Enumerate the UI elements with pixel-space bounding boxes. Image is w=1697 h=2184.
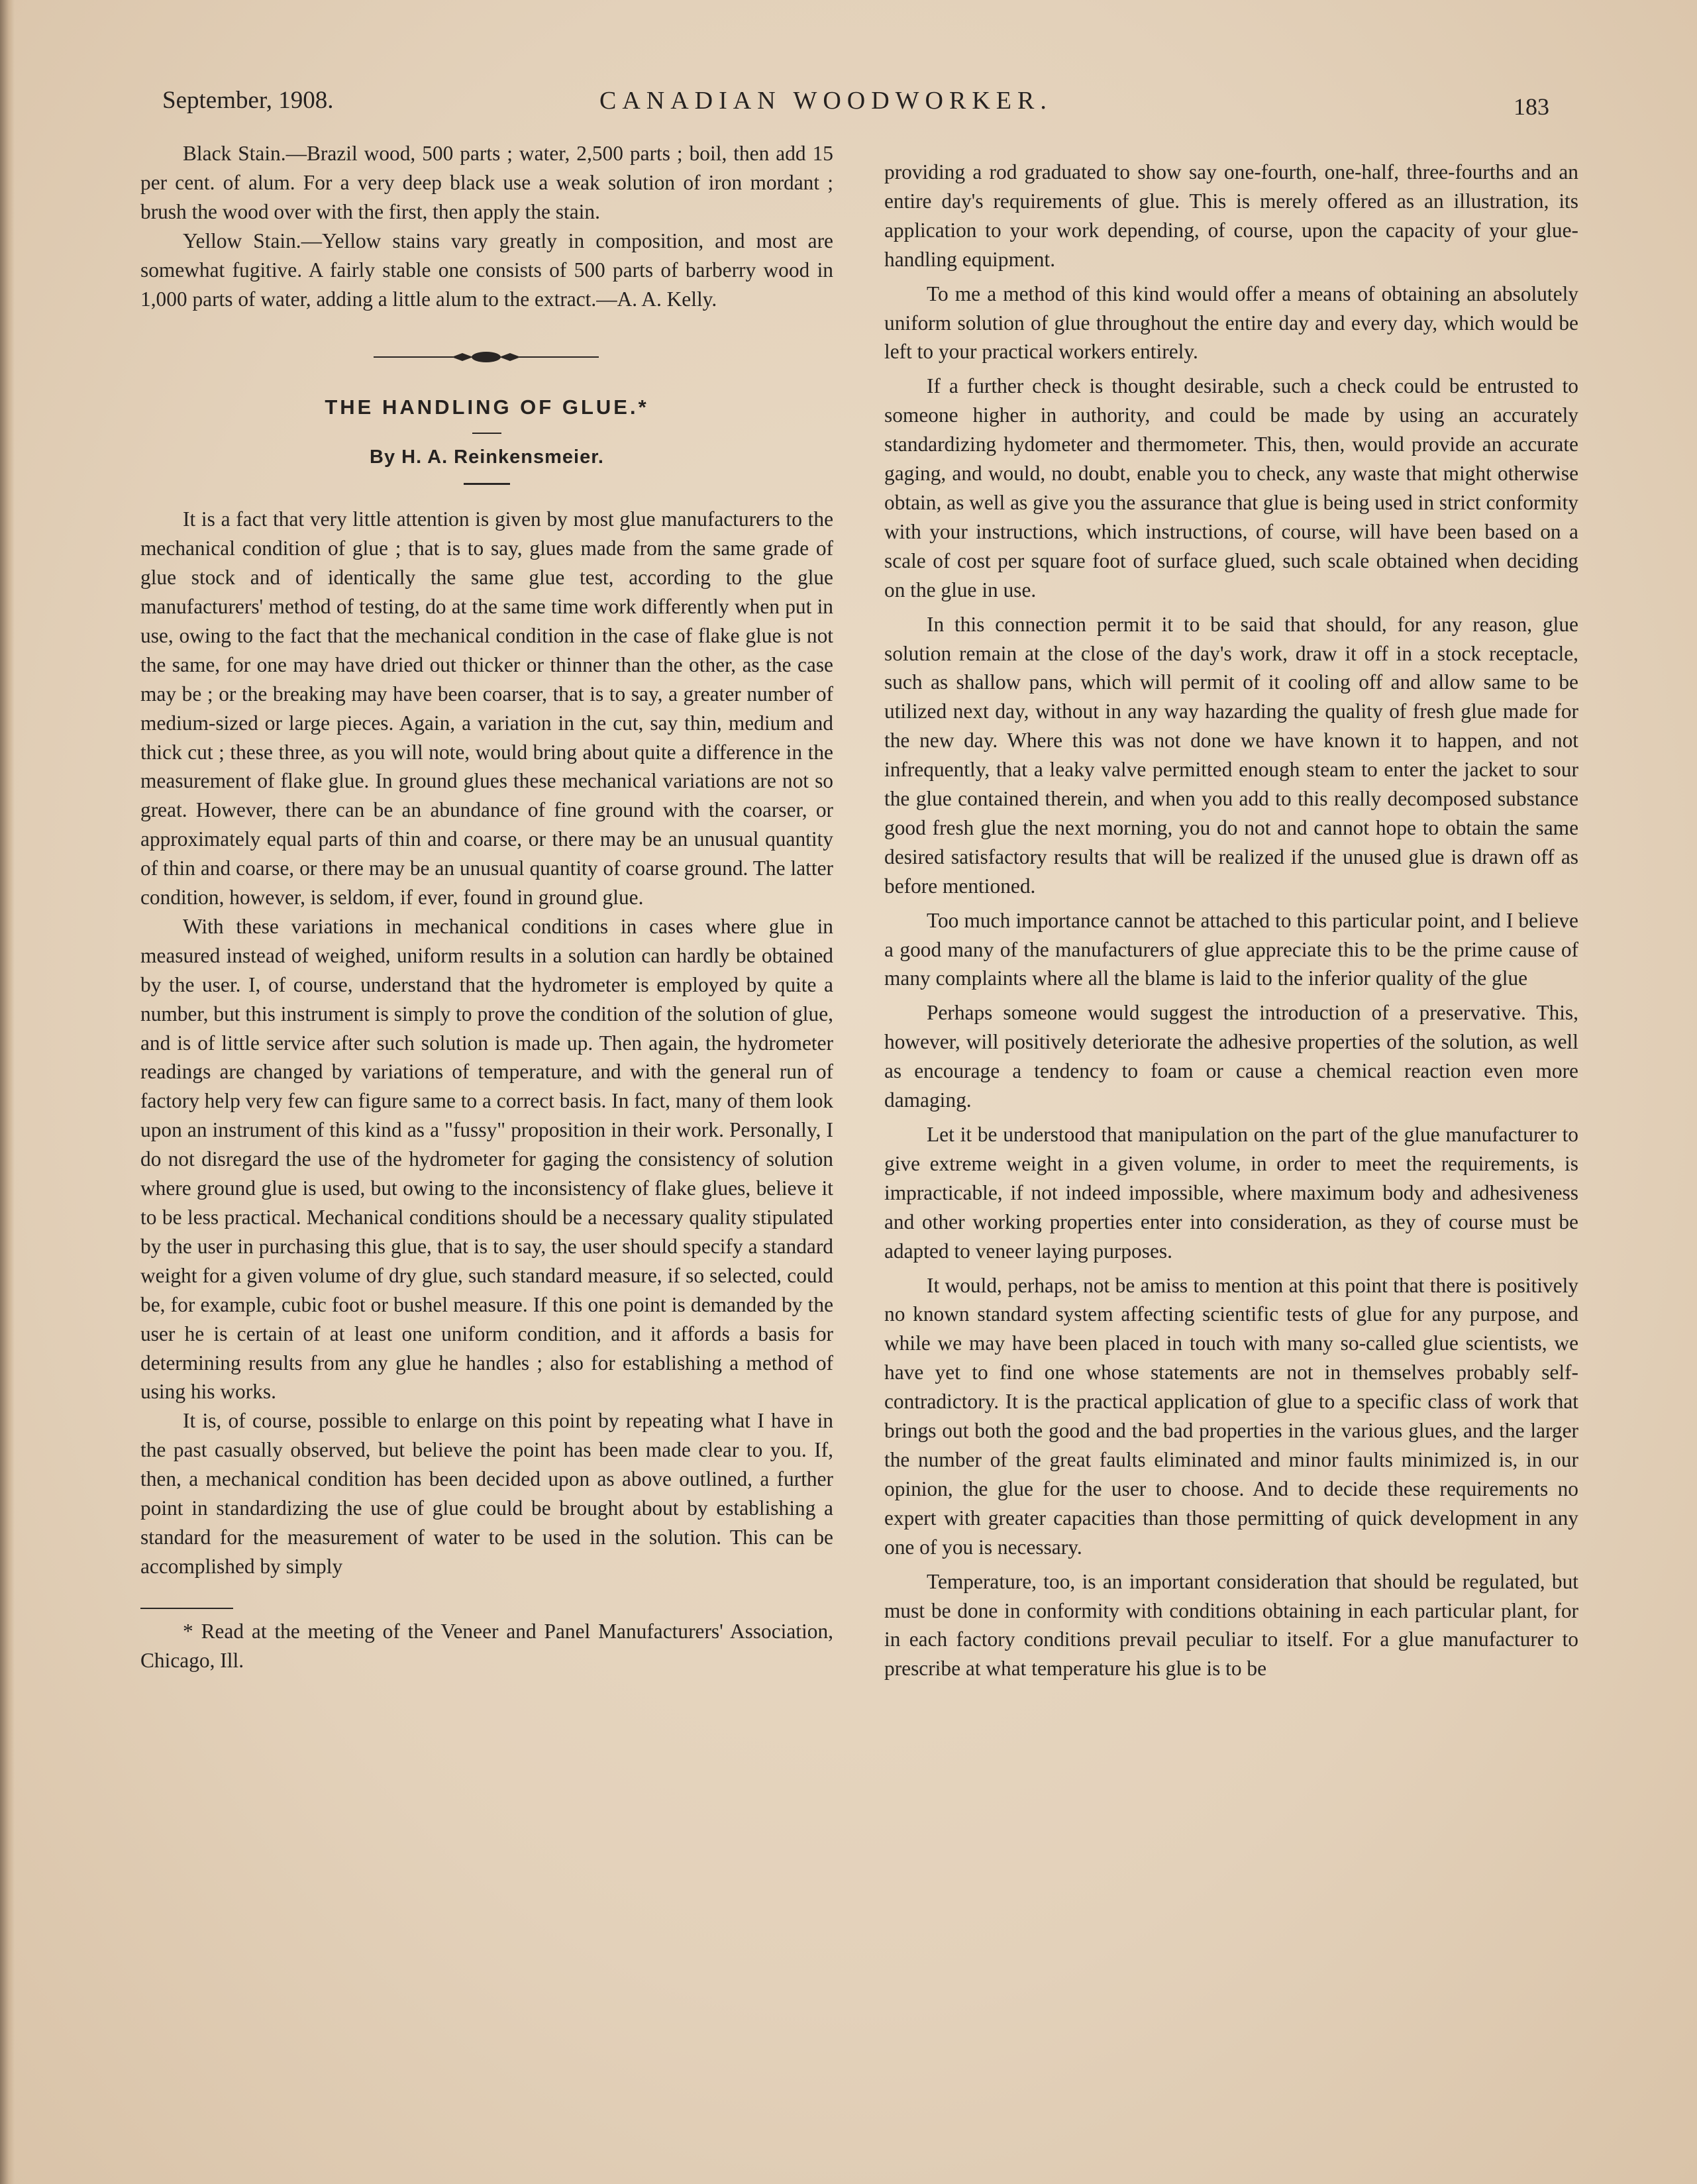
article-paragraph: Too much importance cannot be attached to this particular point, and I believe a good many of the manufacturers of glue appreciate this to be the prime cause of many complaints where all the blame is laid to the inferior quality of the glue [884, 908, 1578, 990]
article-paragraph: It would, perhaps, not be amiss to mention at this point that there is positively no known standard system affecting scientific tests of glue for any purpose, and while we may have been placed in touch with many so-called glue scientists, we have yet to find one whose statements are not in themselves probably self-contradictory. It is the practical application of glue to a specific class of work that brings out both the good and the bad properties in the various glues, and the larger the number of the great faults eliminated and minor faults minimized is, in our opinion, the glue for the user to choose. And to decide these requirements no expert with greater capacities than those permitting of quick development in any one of you is necessary. [884, 1273, 1578, 1559]
title-divider [472, 433, 501, 434]
article-paragraph: Perhaps someone would suggest the introduction of a preservative. This, however, will positively deteriorate the adhesive properties of the solution, as well as encourage a tendency to foam or cause a chemical reaction even more damaging. [884, 1001, 1578, 1112]
article-paragraph: Let it be understood that manipulation on the part of the glue manufacturer to give extreme weight in a given volume, in order to meet the requirements, is impracticable, if not indeed impossible, where maximum body and adhesiveness and other working properties enter into consideration, as they of course must be adapted to veneer laying purposes. [884, 1123, 1578, 1263]
article-title: THE HANDLING OF GLUE.* [325, 395, 649, 419]
article-paragraph: To me a method of this kind would offer a means of obtaining an absolutely uniform solution of glue throughout the entire day and every day, which would be left to your practical workers entirely. [884, 282, 1578, 364]
right-column [884, 158, 1578, 1683]
article-paragraph: Temperature, too, is an important consideration that should be regulated, but must be done in conformity with conditions obtaining in each particular plant, for in each factory conditions prevail peculiar to itself. For a glue manufacturer to prescribe at what temperature his glue is to be [884, 1569, 1578, 1681]
article-paragraph: It is, of course, possible to enlarge on this point by repeating what I have in the past casually observed, but believe the point has been made clear to you. If, then, a mechanical condition has been decided upon as above outlined, a further point in standardizing the use of glue could be brought about by establishing a standard for the measurement of water to be used in the solution. This can be accomplished by simply [140, 1409, 833, 1578]
recipe-black-stain: Black Stain.—Brazil wood, 500 parts ; water, 2,500 parts ; boil, then add 15 per cent. of alum. For a very deep black use a weak solution of iron mordant ; brush the wood over with the first, then apply the stain. [140, 142, 833, 223]
footnote: * Read at the meeting of the Veneer and Panel Manufacturers' Association, Chicago, Ill. [140, 1619, 833, 1672]
recipe-yellow-stain: Yellow Stain.—Yellow stains vary greatly in composition, and most are somewhat fugitive. A fairly stable one consists of 500 parts of barberry wood in 1,000 parts of water, adding a little alum to the extract.—A. A. Kelly. [140, 229, 833, 311]
article-byline: By H. A. Reinkensmeier. [370, 446, 604, 468]
article-paragraph: If a further check is thought desirable, such a check could be entrusted to someone higher in authority, and could be made by using an accurately standardizing hydometer and thermometer. This, then, would provide an accurate gaging, and would, no doubt, enable you to check, any waste that might otherwise obtain, as well as give you the assurance that glue is being used in strict conformity with your instructions, which instructions, of course, will have been based on a scale of cost per square foot of surface glued, such scale obtained when deciding on the glue in use. [884, 374, 1578, 601]
page-number: 183 [1514, 93, 1549, 120]
section-divider-ornament-icon [374, 349, 599, 365]
byline-divider [464, 483, 510, 485]
magazine-title: CANADIAN WOODWORKER. [599, 87, 1053, 115]
article-paragraph: With these variations in mechanical conditions in cases where glue in measured instead of weighed, uniform results in a solution can hardly be obtained by the user. I, of course, understand that the hydrometer is employed by quite a number, but this instrument is simply to prove the condition of the solution of glue, and is of little service after such solution is made up. Then again, the hydrometer readings are changed by variations of temperature, and with the general run of factory help very few can figure same to a correct basis. In fact, many of them look upon an instrument of this kind as a "fussy" proposition in their work. Personally, I do not disregard the use of the hydrometer for gaging the consistency of solution where ground glue is used, but owing to the inconsistency of flake glues, believe it to be less practical. Mechanical conditions should be a necessary quality stipulated by the user in purchasing this glue, that is to say, the user should specify a standard weight for a given volume of dry glue, such standard measure, if so selected, could be, for example, cubic foot or bushel measure. If this one point is demanded by the user he is certain of at least one uniform condition, and it affords a basis for determining results from any glue he handles ; also for establishing a method of using his works. [140, 914, 833, 1404]
article-paragraph: In this connection permit it to be said that should, for any reason, glue solution remain at the close of the day's work, draw it off in a stock receptacle, such as shallow pans, which will permit of it cooling off and allow same to be utilized next day, without in any way hazarding the quality of fresh glue made for the new day. Where this was not done we have known it to happen, and not infrequently, that a leaky valve permitted enough steam to enter the jacket to sour the glue contained therein, and when you add to this really decomposed substance good fresh glue the next morning, you do not and cannot hope to obtain the same desired satisfactory results that will be realized if the unused glue is drawn off as before mentioned. [884, 612, 1578, 898]
left-column [140, 139, 833, 1675]
running-head [162, 86, 1586, 126]
article-paragraph: It is a fact that very little attention is given by most glue manufacturers to the mechanical condition of glue ; that is to say, glues made from the same grade of glue stock and of identically the same glue test, according to the glue manufacturers' method of testing, do at the same time work differently when put in use, owing to the fact that the mechanical condition in the case of flake glue is not the same, for one may have dried out thicker or thinner than the other, as the case may be ; or the breaking may have been coarser, that is to say, a greater number of medium-sized or large pieces. Again, a variation in the cut, say thin, medium and thick cut ; these three, as you will note, would bring about quite a difference in the measurement of flake glue. In ground glues these mechanical variations are not so great. However, there can be an abundance of fine ground with the coarser, or approximately equal parts of thin and coarse, or there may be an unusual quantity of thin and coarse, or there may be an unusual quantity of coarse ground. The latter condition, however, is seldom, if ever, found in ground glue. [140, 507, 833, 910]
footnote-divider [140, 1608, 233, 1609]
page-binding-edge [0, 0, 15, 2184]
issue-date: September, 1908. [162, 87, 334, 114]
article-paragraph: providing a rod graduated to show say one-fourth, one-half, three-fourths and an entire day's requirements of glue. This is merely offered as an illustration, its application to your work depending, of course, upon the capacity of your glue-handling equipment. [884, 160, 1578, 271]
